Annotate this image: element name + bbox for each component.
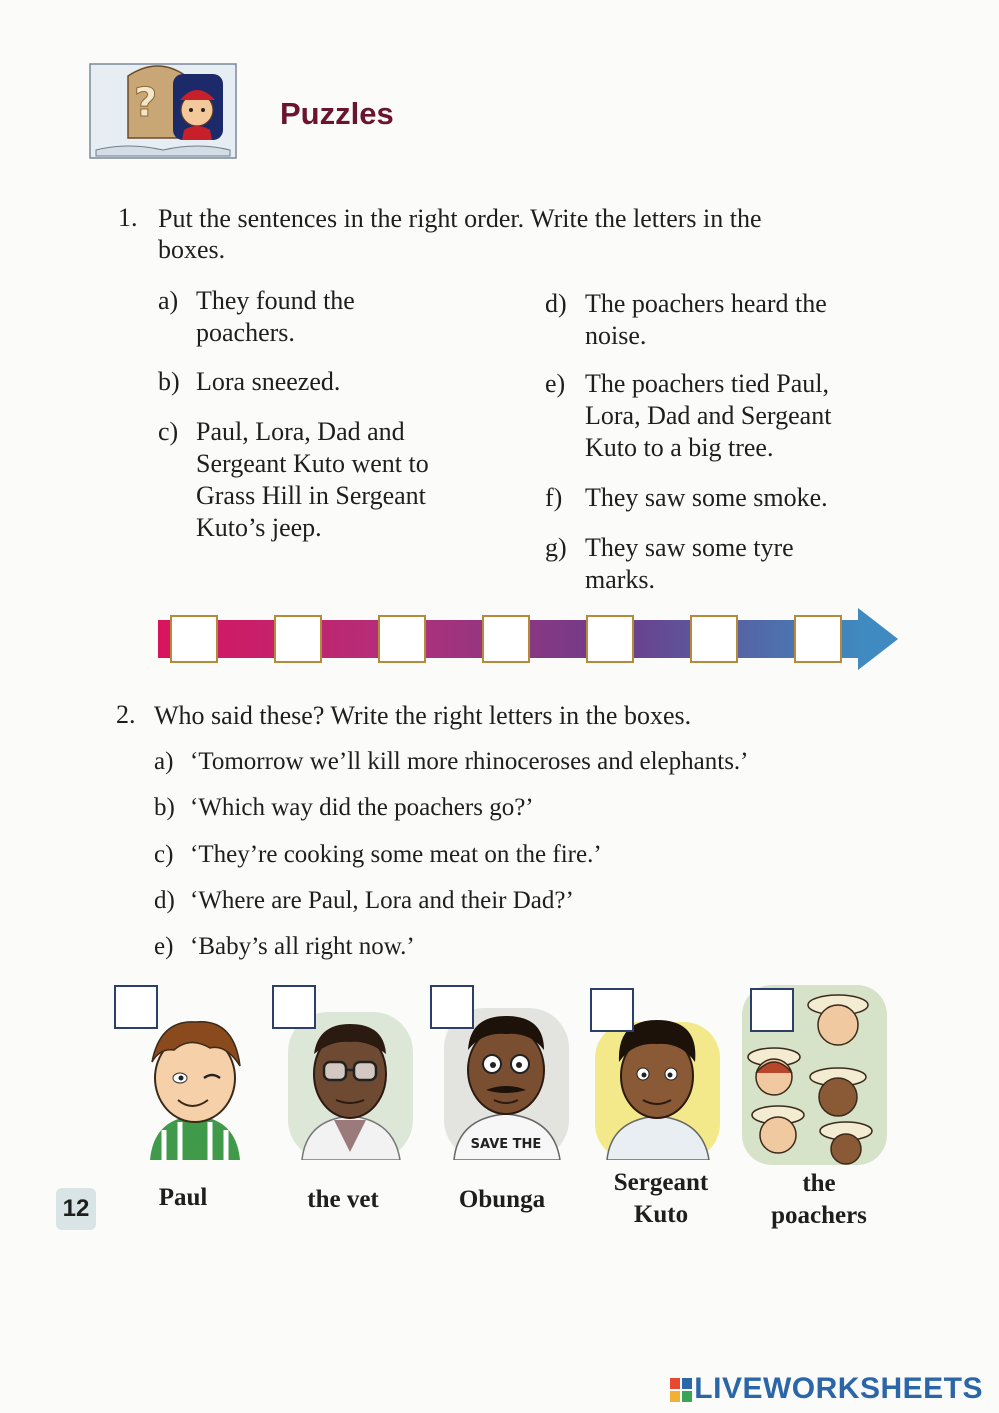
- character-name-vet: [268, 1184, 418, 1216]
- option-label: e): [545, 369, 566, 398]
- timeline-arrow: [158, 608, 903, 670]
- option-text-line: noise.: [585, 321, 647, 350]
- option-text-line: They found the: [196, 286, 355, 315]
- option-f: [545, 482, 905, 514]
- option-b: [158, 366, 518, 398]
- page-number: 12: [56, 1188, 96, 1230]
- speaker-box-vet[interactable]: [272, 985, 316, 1029]
- speaker-box-sergeant-kuto[interactable]: [590, 988, 634, 1032]
- option-text-line: Kuto’s jeep.: [196, 513, 322, 542]
- quote-label: d): [154, 887, 175, 914]
- character-name-obunga: [427, 1184, 577, 1216]
- quote-d: [154, 887, 914, 919]
- character-name-line: Obunga: [458, 1186, 546, 1213]
- order-answer-box-4[interactable]: [482, 615, 530, 663]
- option-e: [545, 368, 905, 464]
- speaker-box-obunga[interactable]: [430, 985, 474, 1029]
- option-label: b): [158, 367, 180, 396]
- option-label: g): [545, 533, 567, 562]
- option-label: f): [545, 483, 563, 512]
- question-1-instruction: [158, 203, 762, 265]
- character-name-line: the: [802, 1170, 836, 1197]
- quote-a: [154, 748, 914, 780]
- liveworksheets-watermark: [670, 1372, 983, 1406]
- option-text-line: They saw some tyre: [585, 533, 794, 562]
- option-label: a): [158, 286, 179, 315]
- character-name-paul: [108, 1182, 258, 1214]
- character-name-line: Kuto: [633, 1201, 689, 1228]
- option-text-line: Sergeant Kuto went to: [196, 449, 429, 478]
- quote-text: ‘Tomorrow we’ll kill more rhinoceroses and elephants.’: [190, 748, 749, 775]
- option-text-line: Lora, Dad and Sergeant: [585, 401, 832, 430]
- obunga-shirt-text: SAVE THE: [470, 1137, 542, 1152]
- character-name-line: Paul: [158, 1184, 208, 1211]
- character-name-line: the vet: [307, 1186, 379, 1213]
- option-text-line: The poachers tied Paul,: [585, 369, 830, 398]
- order-answer-box-1[interactable]: [170, 615, 218, 663]
- option-text-line: The poachers heard the: [585, 289, 827, 318]
- quote-c: [154, 841, 914, 873]
- book-question-icon: [88, 58, 238, 160]
- order-answer-box-5[interactable]: [586, 615, 634, 663]
- question-2-instruction: Who said these? Write the right letters in the boxes.: [154, 701, 692, 730]
- quote-label: b): [154, 794, 175, 821]
- quote-label: a): [154, 748, 174, 775]
- option-d: [545, 288, 905, 352]
- quote-text: ‘They’re cooking some meat on the fire.’: [190, 841, 602, 868]
- option-text-line: Grass Hill in Sergeant: [196, 481, 426, 510]
- quote-label: e): [154, 933, 174, 960]
- option-g: [545, 532, 905, 596]
- quote-b: [154, 794, 914, 826]
- option-text-line: Lora sneezed.: [196, 367, 341, 396]
- option-label: d): [545, 289, 567, 318]
- question-1-number: 1.: [118, 203, 138, 232]
- character-name-line: Sergeant: [613, 1169, 709, 1196]
- option-text-line: Kuto to a big tree.: [585, 433, 774, 462]
- order-timeline: [158, 608, 903, 670]
- question-2-number: 2.: [116, 700, 136, 729]
- quote-text: ‘Where are Paul, Lora and their Dad?’: [190, 887, 574, 914]
- watermark-text: LIVEWORKSHEETS: [694, 1372, 983, 1405]
- option-text-line: Paul, Lora, Dad and: [196, 417, 405, 446]
- speaker-box-poachers[interactable]: [750, 988, 794, 1032]
- order-answer-box-2[interactable]: [274, 615, 322, 663]
- order-answer-box-3[interactable]: [378, 615, 426, 663]
- option-text-line: marks.: [585, 565, 656, 594]
- question-1-instruction-line2: boxes.: [158, 235, 226, 264]
- order-answer-box-6[interactable]: [690, 615, 738, 663]
- page-title: Puzzles: [280, 96, 394, 131]
- option-a: [158, 285, 518, 349]
- option-text-line: They saw some smoke.: [585, 483, 828, 512]
- speaker-box-paul[interactable]: [114, 985, 158, 1029]
- option-text-line: poachers.: [196, 318, 295, 347]
- liveworksheets-logo-icon: [670, 1378, 692, 1402]
- character-name-poachers: [744, 1168, 894, 1232]
- quote-label: c): [154, 841, 174, 868]
- svg-text:?: ?: [134, 80, 158, 126]
- character-name-line: poachers: [771, 1202, 867, 1229]
- character-name-sergeant-kuto: [586, 1167, 736, 1231]
- question-1-instruction-line1: Put the sentences in the right order. Write the letters in the: [158, 204, 762, 233]
- quote-text: ‘Which way did the poachers go?’: [190, 794, 534, 821]
- quote-text: ‘Baby’s all right now.’: [190, 933, 415, 960]
- order-answer-box-7[interactable]: [794, 615, 842, 663]
- option-label: c): [158, 417, 179, 446]
- option-c: [158, 416, 518, 544]
- quote-e: [154, 933, 914, 965]
